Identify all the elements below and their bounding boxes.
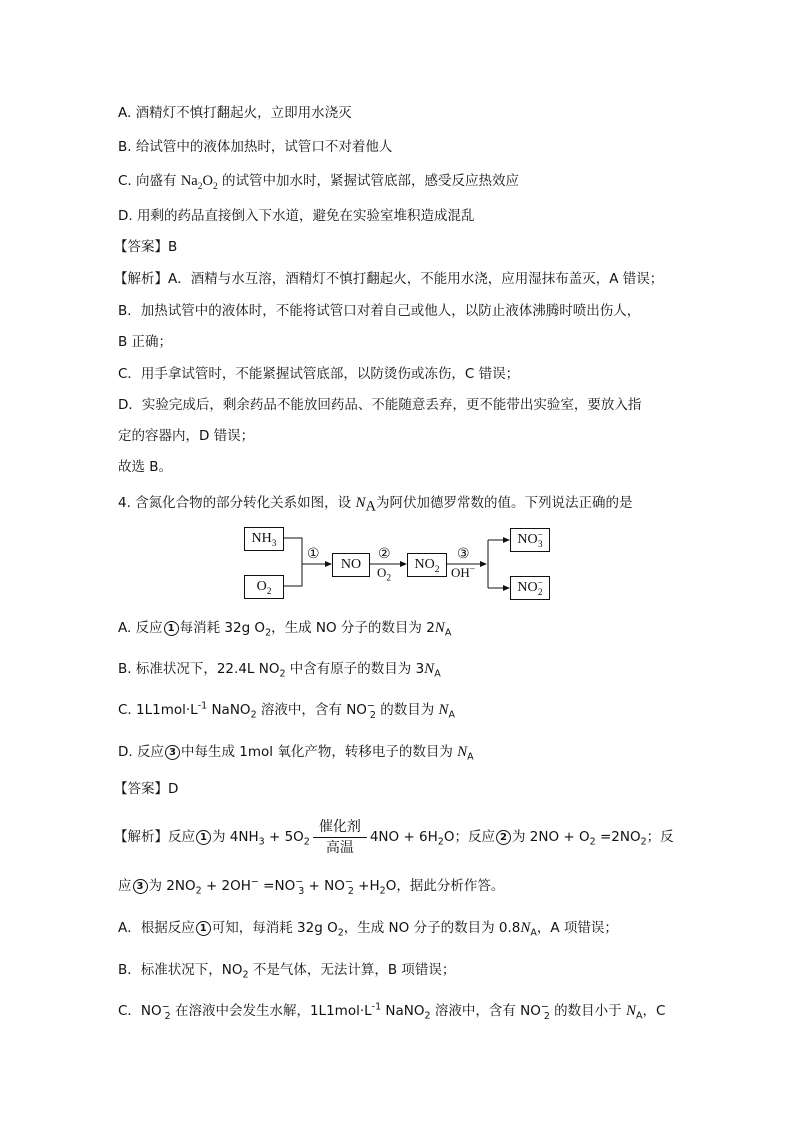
option-q3-d: D. 用剩的药品直接倒入下水道，避免在实验室堆积造成混乱 — [118, 208, 475, 224]
step-2-reagent: $O_2$ — [377, 565, 392, 584]
analysis-q3-line-5: D．实验完成后，剩余药品不能放回药品、不能随意丢弃，更不能带出实验室，要放入指 — [118, 397, 642, 413]
step-3-label: ③ — [457, 546, 470, 562]
question-4-stem: 4. 含氮化合物的部分转化关系如图，设 $N_A$为阿伏加德罗常数的值。下列说法正确的是 — [118, 495, 633, 515]
option-q4-a: A. 反应 1 每消耗 32g $O_2$，生成 NO 分子的数目为 $2N_A$ — [118, 620, 452, 639]
option-q4-d: D. 反应 3 中每生成 1mol 氧化产物，转移电子的数目为 $N_A$ — [118, 744, 474, 763]
option-q4-c: C. $1L1mol\cdot L^{-1}$ NaNO$_2$ 溶液中，含有 $NO^-_2$ 的数目为 $N_A$ — [118, 700, 456, 721]
analysis-q4-b: B．标准状况下，$NO_2$ 不是气体，无法计算，B 项错误； — [118, 962, 456, 981]
analysis-q3-line-6: 定的容器内，D 错误； — [118, 428, 255, 444]
analysis-q4-line-1: 【解析】反应 1 为 $4NH_3 + 5O_2$ $\frac{\text{催化剂}}{\text{高温}}$ $4NO + 6H_2O$；反应 2 为 $2NO + O_2 =2NO_2$；反 — [114, 818, 674, 856]
box-no2: $NO_2$ — [407, 553, 447, 577]
analysis-q3-line-7: 故选 B。 — [118, 459, 173, 475]
analysis-q4-line-2: 应 3 为 $2NO_2 + 2OH^- =NO^-_3 + NO^-_2 +H_2O$，据此分析作答。 — [118, 876, 505, 897]
nitrogen-conversion-diagram — [240, 524, 560, 604]
answer-q4: 【答案】D — [114, 781, 179, 797]
step-2-label: ② — [378, 546, 391, 562]
reaction-condition: $\frac{\text{催化剂}}{\text{高温}}$ — [313, 817, 367, 858]
step-1-label: ① — [307, 546, 320, 562]
answer-q3: 【答案】B — [114, 239, 178, 255]
analysis-q3-line-4: C．用手拿试管时，不能紧握试管底部，以防烫伤或冻伤，C 错误； — [118, 366, 520, 382]
analysis-q4-c: C．$NO^-_2$ 在溶液中会发生水解，$1L1mol\cdot L^{-1}$ NaNO$_2$ 溶液中，含有 $NO^-_2$ 的数目小于 $N_A$，C — [118, 1001, 666, 1022]
option-q3-c: C. 向盛有 $Na_2O_2$ 的试管中加水时，紧握试管底部，感受反应热效应 — [118, 173, 520, 192]
option-q3-b: B. 给试管中的液体加热时，试管口不对着他人 — [118, 139, 393, 155]
analysis-q3-line-2: B．加热试管中的液体时，不能将试管口对着自己或他人，以防止液体沸腾时喷出伤人， — [118, 303, 641, 319]
box-nh3: $NH_3$ — [244, 527, 284, 551]
analysis-q3-line-1: 【解析】A．酒精与水互溶，酒精灯不慎打翻起火，不能用水浇，应用湿抹布盖灭，A 错误； — [114, 271, 664, 287]
step-3-reagent: OH− — [451, 564, 476, 580]
merge-bracket — [283, 538, 302, 586]
analysis-q3-line-3: B 正确； — [118, 334, 173, 350]
option-q4-b: B. 标准状况下，22.4L $NO_2$ 中含有原子的数目为 $3N_A$ — [118, 661, 441, 680]
analysis-q4-a: A．根据反应 1 可知，每消耗 32g $O_2$，生成 NO 分子的数目为 $0.8N_A$，A 项错误； — [118, 920, 618, 939]
box-nitrite: $NO^-_2$ — [510, 576, 550, 600]
option-q3-a: A. 酒精灯不慎打翻起火，立即用水浇灭 — [118, 105, 352, 121]
box-o2: $O_2$ — [244, 575, 284, 599]
box-nitrate: $NO^-_3$ — [510, 528, 550, 552]
box-no: NO — [332, 553, 370, 577]
